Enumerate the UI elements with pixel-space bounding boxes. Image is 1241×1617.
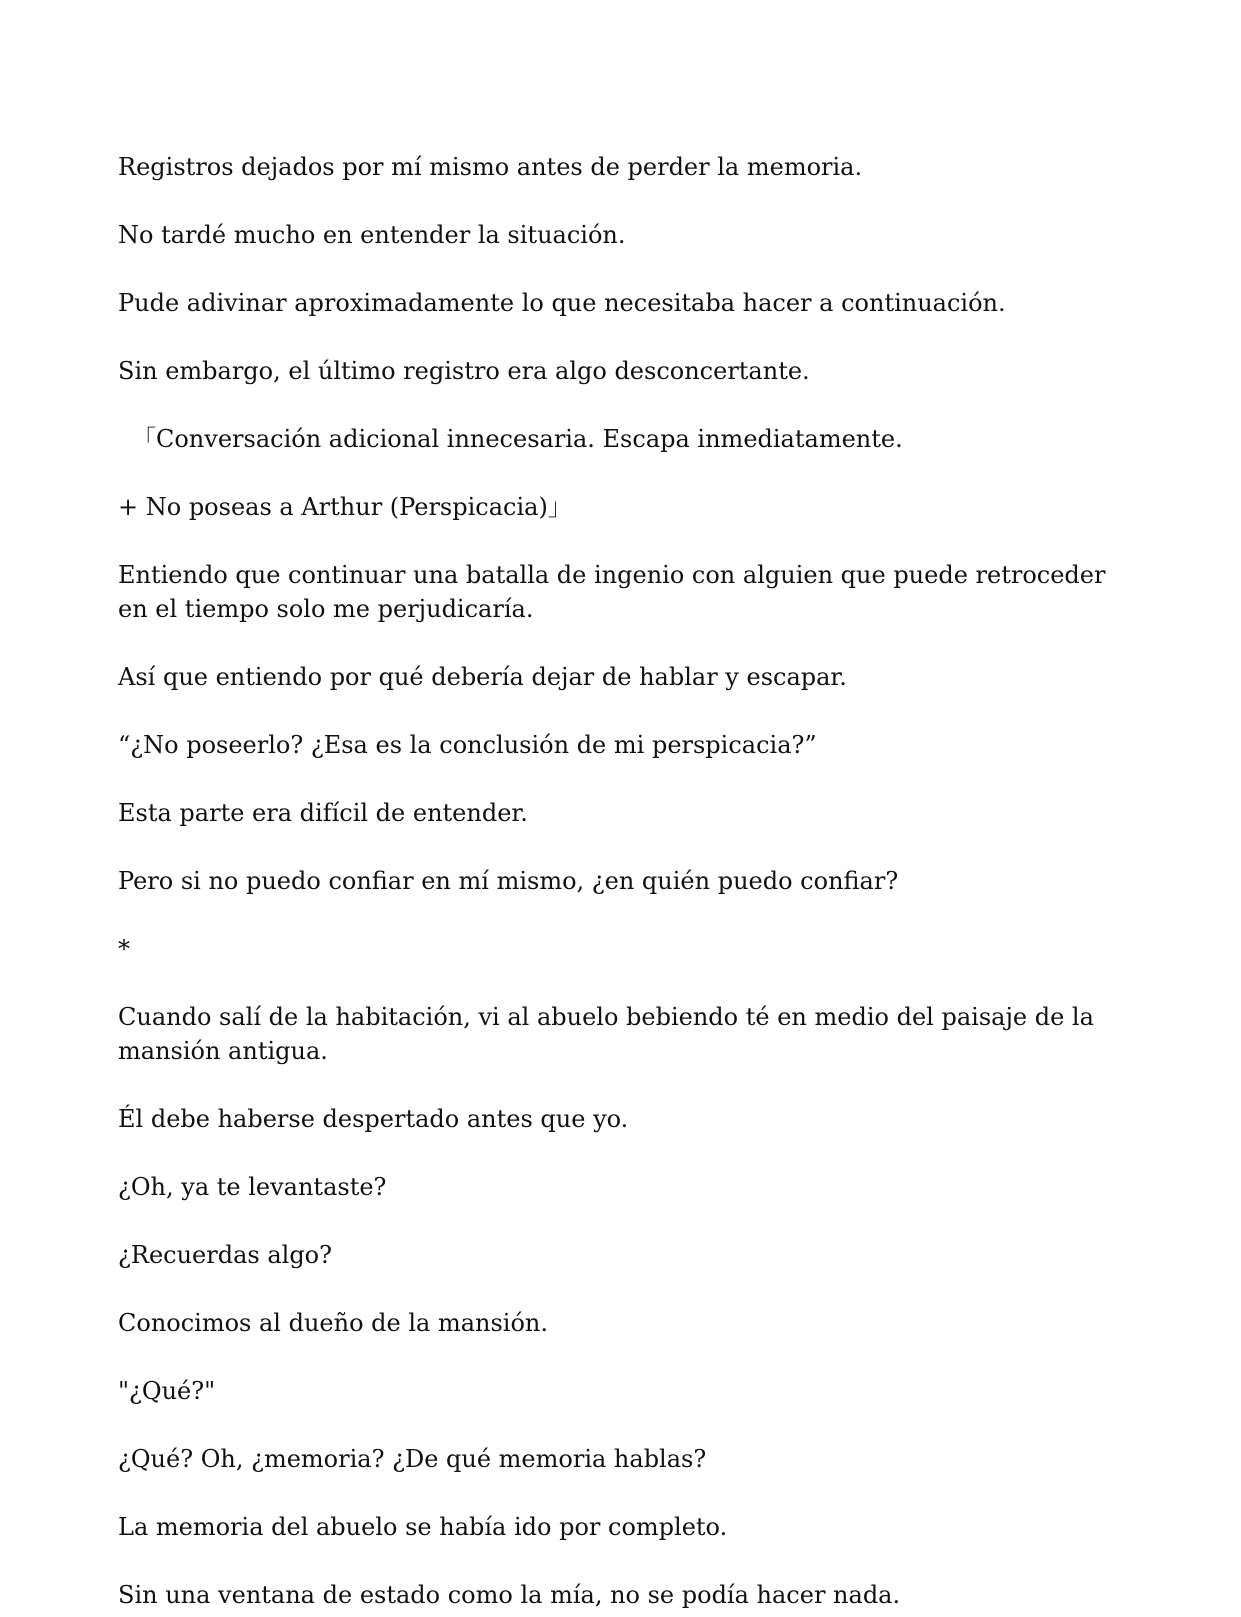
document-body bbox=[118, 150, 1128, 1617]
paragraph: Conocimos al dueño de la mansión. bbox=[118, 1309, 549, 1337]
dialogue-line: "¿Qué?" bbox=[118, 1377, 216, 1405]
paragraph: Cuando salí de la habitación, vi al abuelo bebiendo té en medio del paisaje de la mansión antigua. bbox=[118, 1003, 1102, 1065]
paragraph: Registros dejados por mí mismo antes de perder la memoria. bbox=[118, 153, 863, 181]
paragraph: Esta parte era difícil de entender. bbox=[118, 799, 528, 827]
paragraph: Sin embargo, el último registro era algo desconcertante. bbox=[118, 357, 810, 385]
paragraph: Pude adivinar aproximadamente lo que necesitaba hacer a continuación. bbox=[118, 289, 1006, 317]
paragraph: Entiendo que continuar una batalla de ingenio con alguien que puede retroceder en el tiempo solo me perjudicaría. bbox=[118, 561, 1114, 623]
paragraph: Pero si no puedo confiar en mí mismo, ¿en quién puedo confiar? bbox=[118, 867, 899, 895]
paragraph: Él debe haberse despertado antes que yo. bbox=[118, 1105, 629, 1133]
quoted-record-line: 「Conversación adicional innecesaria. Escapa inmediatamente. bbox=[132, 425, 903, 453]
paragraph: No tardé mucho en entender la situación. bbox=[118, 221, 626, 249]
paragraph: Así que entiendo por qué debería dejar de hablar y escapar. bbox=[118, 663, 847, 691]
paragraph: Sin una ventana de estado como la mía, no se podía hacer nada. bbox=[118, 1581, 901, 1609]
section-separator: * bbox=[118, 935, 130, 963]
dialogue-line: ¿Recuerdas algo? bbox=[118, 1241, 332, 1269]
dialogue-line: “¿No poseerlo? ¿Esa es la conclusión de mi perspicacia?” bbox=[118, 731, 817, 759]
dialogue-line: ¿Qué? Oh, ¿memoria? ¿De qué memoria hablas? bbox=[118, 1445, 707, 1473]
paragraph: La memoria del abuelo se había ido por completo. bbox=[118, 1513, 728, 1541]
quoted-record-line: + No poseas a Arthur (Perspicacia)」 bbox=[118, 493, 572, 521]
dialogue-line: ¿Oh, ya te levantaste? bbox=[118, 1173, 387, 1201]
